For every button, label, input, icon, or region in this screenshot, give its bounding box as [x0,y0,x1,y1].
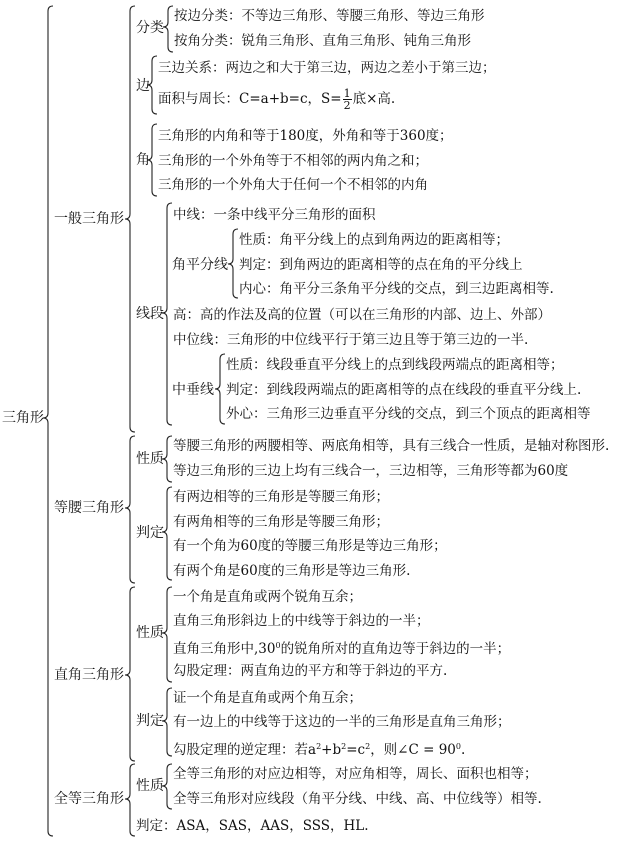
congruent-properties-label: 性质 [136,778,164,794]
right-property-3-a: 直角三角形中,30 [173,641,276,657]
sides-relation: 三边关系：两边之和大于第三边，两边之差小于第三边； [158,60,496,76]
converse-d: ，则∠C = 90 [370,742,456,758]
segments-label: 线段 [136,306,164,322]
altitude-rule: 高：高的作法及高的位置（可以在三角形的内部、边上、外部） [173,307,551,323]
pythagorean-theorem: 勾股定理：两直角边的平方和等于斜边的平方. [173,663,448,679]
isosceles-criteria-label: 判定 [136,525,164,541]
angle-bisector-bracket [228,229,238,298]
angle-bisector-criterion: 判定：到角两边的距离相等的点在角的平分线上 [239,257,523,273]
perp-bisector-bracket [215,354,225,424]
angles-label: 角 [136,152,150,168]
perpendicular-bisector-criterion: 判定：到线段两端点的距离相等的点在线段的垂直平分线上. [226,382,582,398]
perpendicular-bisector-label: 中垂线 [172,382,214,398]
midline-rule: 中位线：三角形的中位线平行于第三边且等于第三边的一半. [173,332,529,348]
incenter-rule: 内心：角平分三条角平分线的交点，到三边距离相等. [239,281,554,297]
converse-sup-2: 2 [341,742,347,751]
congruent-criteria: 判定：ASA，SAS，AAS，SSS，HL. [136,818,369,834]
isosceles-bracket [125,436,135,583]
general-bracket [125,6,135,432]
congruent-property-1: 全等三角形的对应边相等，对应角相等，周长、面积也相等； [173,766,538,782]
equilateral-criterion-1: 有一个角为60度的等腰三角形是等边三角形； [173,538,447,554]
fraction-numerator: 1 [343,87,351,100]
perpendicular-bisector-property: 性质：线段垂直平分线上的点到线段两端点的距离相等； [226,357,564,373]
congruent-bracket [125,764,135,836]
converse-sup-1: 2 [316,742,322,751]
pythagorean-converse [173,739,465,758]
converse-sup-3: 2 [365,742,371,751]
right-criterion-2: 有一边上的中线等于这边的一半的三角形是直角三角形； [173,714,511,730]
one-half-fraction [343,88,352,111]
median-rule: 中线：一条中线平分三角形的面积 [173,207,376,223]
circumcenter-rule: 外心：三角形三边垂直平分线的交点，到三个顶点的距离相等 [226,406,591,422]
isosceles-property-2: 等边三角形的三边上均有三线合一，三边相等，三角形等都为60度 [173,463,569,479]
converse-c: =c [346,742,366,758]
right-property-2: 直角三角形斜边上的中线等于斜边的一半； [173,613,430,629]
area-formula-prefix: 面积与周长：C=a+b=c，S= [158,91,342,107]
degree-sup: 0 [275,641,281,650]
isosceles-triangle-label: 等腰三角形 [54,500,124,516]
fraction-denominator: 2 [343,99,351,112]
isosceles-criterion-2: 有两角相等的三角形是等腰三角形； [173,514,389,530]
right-criterion-1: 证一个角是直角或两个角互余； [173,690,362,706]
area-formula-suffix: 底×高. [352,91,396,107]
exterior-angle-equal-rule: 三角形的一个外角等于不相邻的两内角之和； [158,153,428,169]
classification-by-side: 按边分类：不等边三角形、等腰三角形、等边三角形 [174,8,485,24]
isosceles-criterion-1: 有两边相等的三角形是等腰三角形； [173,489,389,505]
sides-label: 边 [136,78,150,94]
angle-bisector-property: 性质：角平分线上的点到角两边的距离相等； [239,232,509,248]
converse-b: +b [321,742,342,758]
right-property-1: 一个角是直角或两个锐角互余； [173,589,362,605]
root-label: 三角形 [2,410,44,426]
equilateral-criterion-2: 有两个角是60度的三角形是等边三角形. [173,563,411,579]
classification-bracket [163,6,173,52]
converse-a: 勾股定理的逆定理：若a [173,742,317,758]
angle-bisector-label: 角平分线 [172,257,228,273]
exterior-angle-greater-rule: 三角形的一个外角大于任何一个不相邻的内角 [158,177,428,193]
right-bracket [125,587,135,761]
right-criteria-label: 判定 [136,713,164,729]
isosceles-properties-label: 性质 [136,451,164,467]
right-property-3 [173,638,510,657]
congruent-triangle-label: 全等三角形 [54,791,124,807]
root-bracket [43,6,53,836]
classification-label: 分类 [136,20,164,36]
isosceles-property-1: 等腰三角形的两腰相等、两底角相等，具有三线合一性质，是轴对称图形. [173,438,610,454]
sides-area-perimeter [158,87,395,111]
converse-sup-4: 0 [455,742,461,751]
classification-by-angle: 按角分类：锐角三角形、直角三角形、钝角三角形 [174,33,471,49]
general-triangle-label: 一般三角形 [54,211,124,227]
right-property-3-b: 的锐角所对的直角边等于斜边的一半； [280,641,511,657]
right-properties-label: 性质 [136,625,164,641]
angle-sum-rule: 三角形的内角和等于180度，外角和等于360度； [158,128,453,144]
congruent-property-2: 全等三角形对应线段（角平分线、中线、高、中位线等）相等. [173,791,542,807]
converse-e: . [461,742,466,758]
right-triangle-label: 直角三角形 [54,667,124,683]
